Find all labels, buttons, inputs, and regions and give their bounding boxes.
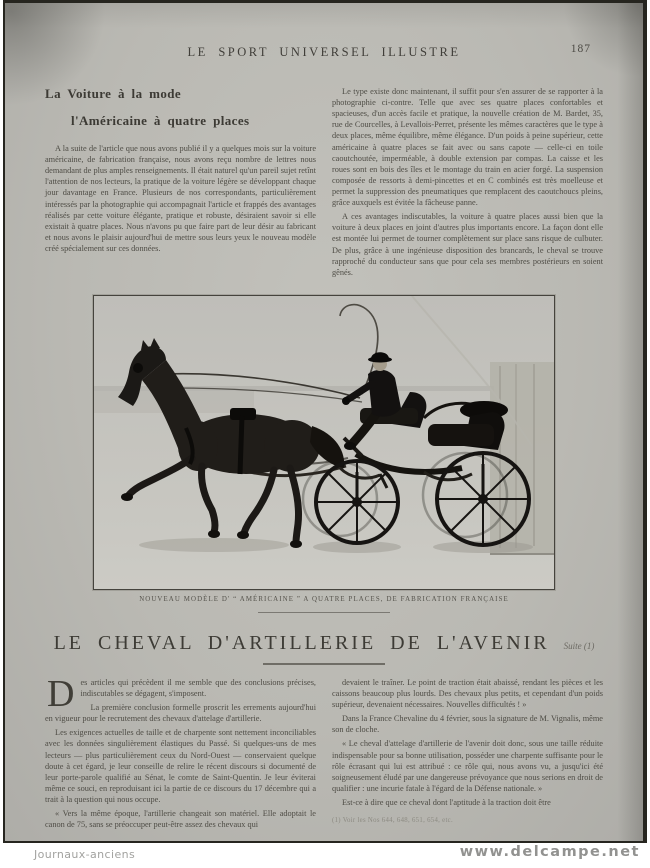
headline-rule <box>263 663 385 665</box>
article2-right-column <box>332 677 603 833</box>
rear-wheel <box>437 453 529 545</box>
photo-caption: NOUVEAU MODÈLE D' “ AMÉRICAINE ” A QUATRE PLACES, DE FABRICATION FRANÇAISE <box>139 595 509 603</box>
dropcap: D <box>47 672 75 715</box>
article2-first-paragraph-text: es articles qui précèdent il me semble que des conclusions précises, indiscutables se dégagent, s'imposent. <box>80 677 316 698</box>
article1-right-column <box>332 86 603 281</box>
footnote: (1) Voir les Nos 644, 648, 651, 654, etc. <box>332 817 453 825</box>
article2-left-column <box>45 672 316 833</box>
article1-heading-line2: l'Américaine à quatre places <box>71 113 250 128</box>
article1-columns <box>5 86 643 281</box>
article2-title: LE CHEVAL D'ARTILLERIE DE L'AVENIR <box>53 631 550 654</box>
article2-headline <box>5 632 643 665</box>
paragraph: Le type existe donc maintenant, il suffit pour s'en assurer de se rapporter à la photographie ci-contre. Telle que avec ses quatre places confortables et spacieuses, d'un accès facile et pratique, la nouvelle création de M. Bardet, 35, rue de Courcelles, à Levallois-Perret, présente les mêmes caractères que le type à deux places, même équilibre, même élégance. D'un poids à peine supérieur, cette américaine à quatre places se fait avec ou sans capote — celle-ci en toile caoutchoutée, imperméable, à double extension par compas. La caisse et les roues sont en bois des îles et le montage du train en acier forgé. La suspension composée de ressorts à demi-pincettes et en C combinés est très moelleuse et permet la suppression des pneumatiques que remplacent des caoutchoucs pleins, grâce auxquels est évitée la fâcheuse panne. <box>332 87 603 208</box>
article1-heading-line1: La Voiture à la mode <box>45 86 182 101</box>
article2-left-text <box>45 702 316 830</box>
paragraph: Est-ce à dire que ce cheval dont l'aptitude à la traction doit être <box>342 797 551 807</box>
paragraph: devaient le traîner. Le point de traction était abaissé, rendant les pièces et les caissons beaucoup plus lourds. Des chevaux plus petits, et cependant d'un poids supérieur, devenaient nécessaires. Nouvelles difficultés ! » <box>332 677 603 710</box>
page-number: 187 <box>570 43 591 55</box>
watermark-delcampe: www.delcampe.net <box>459 844 640 860</box>
article2-right-text <box>332 677 603 808</box>
journal-title: LE SPORT UNIVERSEL ILLUSTRE <box>187 45 461 59</box>
horse-carriage-photo-illustration <box>94 296 554 589</box>
article2-subtitle: Suite (1) <box>563 640 595 651</box>
page-header <box>5 3 643 60</box>
paragraph: A la suite de l'article que nous avons publié il y a quelques mois sur la voiture américaine, de fabrication française, nous avons reçu nombre de lettres nous demandant de plus amples renseignements. Il était naturel qu'un pareil sujet retînt l'attention de nos lecteurs, la pratique de la voiture légère se développant chaque jour davantage en France. Plusieurs de nos correspondants, particulièrement intéressés par la photographie qui accompagnait l'article et frappés des avantages réalisés par cette voiture élégante, pratique et robuste, désiraient savoir si elle existait à quatre places. Nous n'avons pu que faire part de leur désir au fabricant et nous avons le plaisir aujourd'hui de mettre sous leurs yeux le nouveau modèle créé spécialement sur ces données. <box>45 144 316 253</box>
paragraph: « Vers la même époque, l'artillerie changeait son matériel. Elle adoptait le canon de 75, sans se préoccuper peut-être assez des chevaux qui <box>45 809 316 830</box>
watermark-journaux-anciens: Journaux-anciens <box>34 848 136 861</box>
article2-columns <box>5 672 643 833</box>
article1-heading <box>45 86 316 129</box>
section-divider <box>258 612 390 613</box>
paragraph: La première conclusion formelle proscrit les errements aujourd'hui en vigueur pour le recrutement des chevaux d'attelage d'artillerie. <box>45 703 316 724</box>
scanned-page <box>3 0 647 843</box>
front-wheel <box>316 461 398 543</box>
paragraph: A ces avantages indiscutables, la voiture à quatre places aussi bien que la voiture à deux places en joint d'autres plus importants encore. La façon dont elle est montée lui permet de tourner complètement sur place sans risque de culbuter. De plus, grâce à une ingénieuse disposition des brancards, le cheval se trouve rapproché du conducteur sans que pour cela ses membres postérieurs en soient gênés. <box>332 212 603 277</box>
photo-americaine-carriage <box>93 295 555 590</box>
paragraph: Dans la France Chevaline du 4 février, sous la signature de M. Vignalis, même son de cloche. <box>332 714 603 735</box>
article1-left-column <box>45 86 316 281</box>
article1-left-text <box>45 143 316 254</box>
article1-right-text <box>332 86 603 278</box>
paragraph: Les exigences actuelles de taille et de charpente sont nettement inconciliables avec les données singulièrement élastiques du Passé. Si quelques-uns de mes lecteurs — plus particulièrement ceux du Nord-Ouest — conservaient quelque doute à cet égard, je leur conseille de relire le récent discours si documenté de leur porte-parole qualifié au Sénat, le comte de Saint-Quentin. Je leur éviterai même ce souci, en reproduisant ici la partie de ce discours du 17 décembre qui a trait à la question qui nous occupe. <box>45 728 316 804</box>
article2-title-row <box>54 632 595 654</box>
paragraph: « Le cheval d'attelage d'artillerie de l'avenir doit donc, sous une taille réduite indispensable pour sa bonne utilisation, posséder une charpente suffisante pour le rôle écrasant qui lui est attribué : ce rôle qui, nous avons vu, a jusqu'ici été soigneusement éludé par une dangereuse prévoyance que nous serions en droit de qualifier : une incurie fatale à l'égard de la Défense nationale. » <box>332 739 603 793</box>
